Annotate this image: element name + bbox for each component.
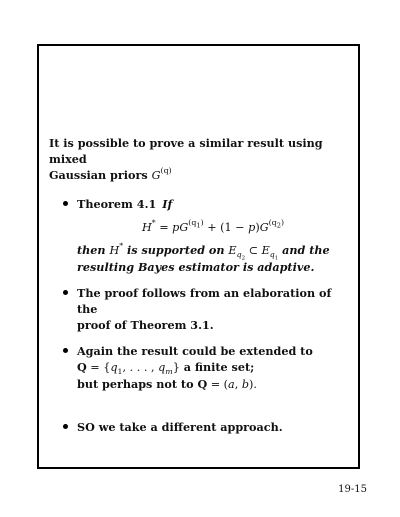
eq-sup2-sub: 2	[276, 221, 281, 230]
eq-close-paren: )	[255, 221, 260, 234]
eq-G2-sup	[268, 218, 285, 230]
but-text: but perhaps not to	[77, 377, 198, 391]
bullet-dot-icon	[63, 201, 68, 206]
theorem-E2: E	[261, 244, 270, 257]
eq-p: p	[172, 221, 180, 234]
bullet-dot-icon	[63, 424, 68, 429]
math-q1: q	[110, 361, 118, 374]
proof-line-1: The proof follows from an elaboration of the	[77, 286, 332, 316]
eq-H-star: *	[151, 218, 156, 228]
theorem-E2-sub-q: q	[269, 250, 275, 260]
eq-H: H	[141, 221, 152, 234]
math-qm-sub: m	[165, 367, 173, 377]
theorem-H: H	[109, 244, 120, 257]
bullet-dot-icon	[63, 348, 68, 353]
eq-G1: G	[179, 221, 189, 234]
theorem-E1-sub-q: q	[236, 250, 242, 260]
math-set-close: }	[172, 361, 180, 374]
theorem-heading: Theorem 4.1	[77, 197, 157, 211]
theorem-body	[77, 242, 349, 275]
theorem-E1-sub	[236, 250, 246, 262]
theorem-line-2: resulting Bayes estimator is adaptive.	[77, 260, 315, 274]
last-bullet-text: SO we take a different approach.	[77, 420, 283, 434]
math-interval-eq: = (	[207, 378, 229, 391]
eq-G1-sup	[188, 218, 204, 230]
again-line-1: Again the result could be extended to	[77, 344, 313, 358]
bullet-last	[49, 419, 349, 435]
page-number: 19-15	[338, 484, 367, 495]
theorem-H-star: *	[119, 241, 124, 251]
eq-sup1-close: )	[200, 218, 204, 228]
slide-content	[49, 135, 349, 435]
bullet-dot-icon	[63, 290, 68, 295]
bullet-again	[49, 343, 349, 393]
math-G-q	[151, 166, 172, 182]
theorem-E2-sub-1: 1	[274, 255, 279, 262]
math-Q: Q	[77, 360, 87, 374]
eq-sup1-sub: 1	[196, 221, 201, 230]
theorem-equation	[77, 220, 349, 236]
math-set-eq: = {	[86, 361, 111, 374]
bullet-proof	[49, 285, 349, 333]
theorem-then: then	[77, 243, 106, 257]
intro-line-2: Gaussian priors	[49, 168, 148, 182]
theorem-E1: E	[228, 244, 237, 257]
eq-plus: + (1 −	[203, 221, 249, 234]
theorem-and-text: and the	[278, 243, 330, 257]
intro-paragraph	[49, 135, 349, 184]
bullet-theorem	[49, 196, 349, 275]
finite-set-text: a finite set;	[179, 360, 255, 374]
math-Q2: Q	[197, 377, 208, 391]
eq-sup2-close: )	[280, 218, 285, 228]
theorem-E2-sub	[269, 250, 279, 262]
math-G: G	[151, 169, 161, 182]
eq-p2: p	[248, 221, 256, 234]
eq-equals: =	[155, 221, 173, 234]
theorem-if: If	[162, 197, 173, 211]
theorem-E1-sub-2: 2	[241, 255, 246, 262]
proof-line-2: proof of Theorem 3.1.	[77, 318, 214, 332]
math-a: a	[228, 378, 235, 391]
math-b: b	[241, 378, 250, 391]
math-dots: , . . . ,	[122, 361, 159, 374]
eq-G2: G	[259, 221, 269, 234]
math-qm: q	[158, 361, 166, 374]
math-q1-sub: 1	[117, 367, 123, 377]
eq-sup1-open: (q	[188, 218, 197, 228]
theorem-supported-text: is supported on	[123, 243, 229, 257]
math-sup-q: (q)	[160, 166, 172, 176]
eq-sup2-open: (q	[268, 218, 277, 228]
math-comma: ,	[234, 378, 242, 391]
math-interval-close: ).	[249, 378, 257, 391]
intro-line-1: It is possible to prove a similar result using mixed	[49, 136, 323, 166]
theorem-subset: ⊂	[245, 244, 262, 257]
